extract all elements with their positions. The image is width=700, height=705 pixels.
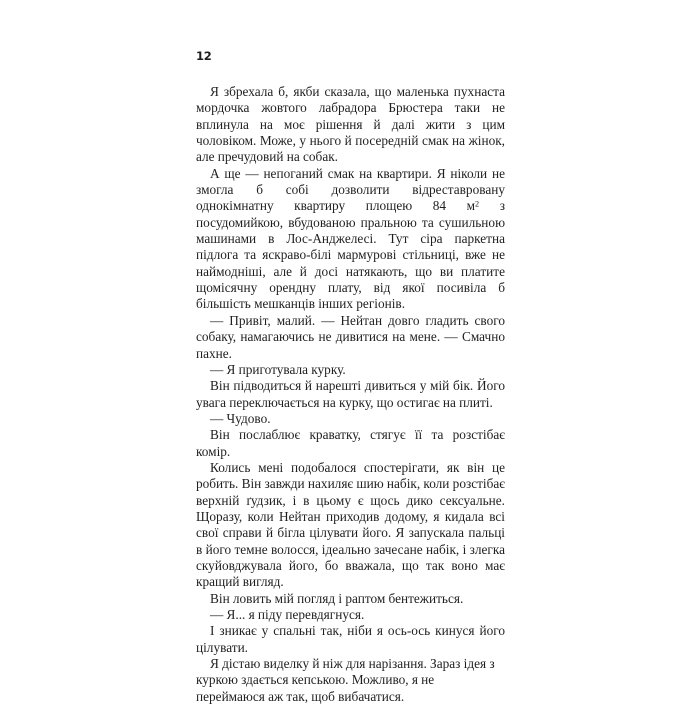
page-number: 12 [196,49,212,63]
paragraph-dialogue: — Чудово. [210,410,271,426]
paragraph-text-part: А ще — непоганий смак на квартири. Я ніколи не змогла б собі дозволити відреставровану однокімнатну квартиру площею 84 $м^2$ з посудомийкою, вбудованою пральною та сушильною машинами в Лос-Анджелесі. Тут сіра паркетна підлога та яскраво-білі мармурові стільниці, вже не наймодніші, але й досі натякають, що ви платите щомісячну орендну плату, від якої посивіла б більшість мешканців інших регіонів. [196,165,505,312]
paragraph: І зникає у спальні так, ніби я ось-ось кинуся його цілувати. [196,623,505,655]
paragraph-dialogue: — Я приготувала курку. [210,361,346,377]
paragraph: Він послаблює краватку, стягує її та розстібає комір. [196,427,505,459]
body-text-block [196,84,505,705]
superscript-two: 2 [475,199,480,209]
paragraph-dialogue: — Привіт, малий. — Нейтан довго гладить свого собаку, намагаючись не дивитися на мене. — Смачно пахне. [196,312,505,361]
paragraph: Колись мені подобалося спостерігати, як він це робить. Він завжди нахиляє шию набік, коли розстібає верхній ґудзик, і в цьому є щось дико сексуальне. Щоразу, коли Нейтан приходив додому, я кидала всі свої справи й бігла цілувати його. Я запускала пальці в його темне волосся, ідеально зачесане набік, і злегка скуйовджувала його, бо вважала, що так воно має кращий вигляд. [196,459,505,590]
paragraph: Він ловить мій погляд і раптом бентежиться. [210,590,464,606]
paragraph: Він підводиться й нарешті дивиться у мій бік. Його увага переключається на курку, що остигає на плиті. [196,378,505,410]
paragraph: Я збрехала б, якби сказала, що маленька пухнаста мордочка жовтого лабрадора Брюстера таки не вплинула на моє рішення й далі жити з цим чоловіком. Може, у нього й посередній смак на жінок, але пречудовий на собак. [196,84,505,165]
paragraph-dialogue: — Я... я піду перевдягнуся. [210,607,365,622]
paragraph [196,166,505,313]
paragraph: Я дістаю виделку й ніж для нарізання. Зараз ідея з куркою здається кепською. Можливо, я не переймаюся аж так, щоб вибачатися. [196,656,495,704]
